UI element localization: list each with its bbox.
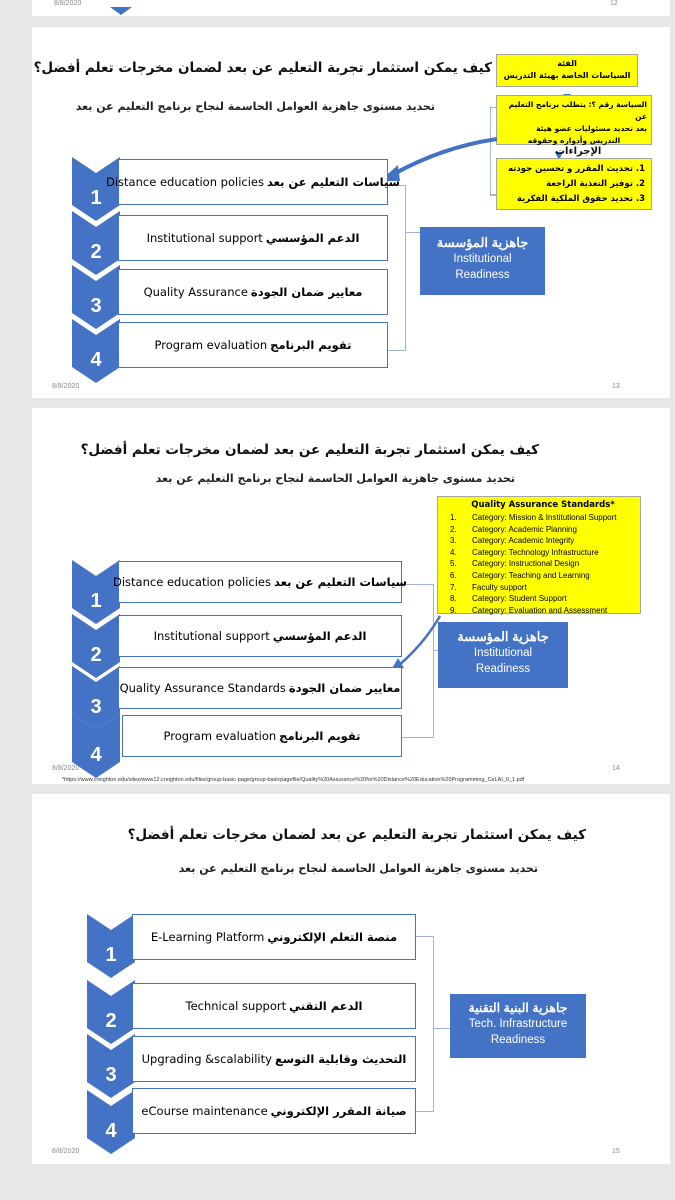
slide-number: 13 (612, 383, 620, 390)
factor-box (113, 561, 407, 603)
factor-ar: الدعم التقني (289, 999, 363, 1013)
slide-date: 8/8/2020 (54, 0, 82, 7)
factor-ar: صيانة المقرر الإلكتروني (270, 1104, 407, 1118)
qa-standards-box (437, 496, 641, 614)
slide-number: 12 (610, 0, 618, 7)
policy-line: السياسة رقم ؟: يتطلب برنامج التعليم عن (508, 100, 647, 121)
slide-date: 8/8/2020 (52, 765, 80, 772)
factor-box (132, 1036, 416, 1082)
factor-en: Institutional support (153, 629, 270, 643)
actions-callout (496, 158, 652, 210)
slide-title: كيف يمكن استثمار تجربة التعليم عن بعد لضمان مخرجات تعلم أفضل؟ (33, 60, 492, 76)
step-number: 1 (90, 187, 102, 209)
action-item: 3. تحديد حقوق الملكية الفكرية (516, 194, 645, 204)
slide-number: 15 (612, 1148, 620, 1155)
category-ar: جاهزية البنية التقنية (468, 1001, 568, 1015)
qa-standard-item: 9. Category: Evaluation and Assessment (450, 605, 608, 615)
bracket-stub (406, 232, 420, 233)
step-number: 1 (90, 590, 102, 612)
slide-subtitle: تحديد مستوى جاهزية العوامل الحاسمة لنجاح برنامج التعليم عن بعد (155, 472, 515, 485)
factor-en: Quality Assurance Standards (119, 681, 286, 695)
step-number: 2 (90, 644, 102, 666)
factor-ar: الدعم المؤسسي (265, 231, 360, 245)
factor-box (118, 322, 388, 368)
callout-actions-label: الإجراءات (555, 146, 602, 157)
factor-en: eCourse maintenance (141, 1104, 268, 1118)
factor-box (118, 667, 402, 709)
factor-en: Distance education policies (106, 175, 264, 189)
group-bracket (416, 936, 434, 1112)
factor-box (132, 983, 416, 1029)
slide-title: كيف يمكن استثمار تجربة التعليم عن بعد لضمان مخرجات تعلم أفضل؟ (127, 827, 586, 843)
category-en: Readiness (455, 269, 510, 281)
slide-number: 14 (612, 765, 620, 772)
step-chevron (72, 319, 120, 383)
step-number: 3 (105, 1064, 117, 1086)
slide-subtitle: تحديد مستوى جاهزية العوامل الحاسمة لنجاح برنامج التعليم عن بعد (178, 862, 538, 875)
factor-en: Quality Assurance (143, 285, 248, 299)
category-en: Institutional (453, 253, 512, 265)
step-chevron (87, 1090, 135, 1154)
category-box (450, 994, 586, 1058)
qa-box-title: Quality Assurance Standards* (471, 500, 615, 510)
category-en: Institutional (473, 647, 533, 659)
factor-en: Upgrading &scalability (141, 1052, 272, 1066)
qa-standard-item: 2. Category: Academic Planning (450, 524, 577, 534)
policy-line: التدريس وأدواره وحقوقه (527, 136, 621, 145)
factor-ar: تقويم البرنامج (270, 338, 352, 352)
factor-en: Technical support (185, 999, 287, 1013)
step-number: 4 (90, 744, 102, 766)
factor-ar: التحديث وقابلية التوسع (274, 1052, 407, 1066)
step-number: 3 (90, 295, 102, 317)
slide-date: 8/8/2020 (52, 383, 80, 390)
factor-box (118, 269, 388, 315)
factor-box (122, 715, 402, 757)
slide-date: 8/8/2020 (52, 1148, 80, 1155)
group-bracket (388, 185, 406, 351)
factor-ar: سياسات التعليم عن بعد (273, 575, 407, 589)
qa-standard-item: 8. Category: Student Support (450, 594, 567, 604)
step-number: 4 (105, 1120, 117, 1142)
factor-box (118, 215, 388, 261)
step-chevron (87, 1034, 135, 1098)
factor-ar: معايير ضمان الجودة (288, 681, 401, 695)
action-item: 1. تحديث المقرر و تحسين جودته (508, 164, 645, 174)
callout-category-label: الفئة (557, 59, 577, 68)
step-number: 2 (90, 241, 102, 263)
policy-line: بعد تحديد مسئوليات عضو هيئة (536, 124, 647, 133)
factor-en: Institutional support (146, 231, 263, 245)
factor-en: E-Learning Platform (150, 930, 265, 944)
policy-callout (496, 95, 652, 145)
qa-standard-item: 3. Category: Academic Integrity (450, 536, 575, 546)
factor-box (132, 1088, 416, 1134)
qa-standard-item: 4. Category: Technology Infrastructure (450, 547, 599, 557)
factor-box (118, 615, 402, 657)
step-chevron (87, 914, 135, 978)
category-ar: جاهزية المؤسسة (457, 629, 549, 644)
factor-en: Program evaluation (163, 729, 277, 743)
callout-category-value: السياسات الخاصة بهيئة التدريس (503, 71, 631, 80)
category-en: Tech. Infrastructure (468, 1018, 568, 1030)
factor-en: Program evaluation (154, 338, 268, 352)
step-number: 1 (105, 944, 117, 966)
qa-standard-item: 6. Category: Teaching and Learning (450, 570, 590, 580)
factor-box (106, 159, 400, 205)
slide-13 (32, 27, 670, 398)
category-box (420, 227, 545, 295)
factor-ar: الدعم المؤسسي (272, 629, 367, 643)
category-en: Readiness (475, 663, 531, 675)
category-box (438, 622, 568, 688)
category-ar: جاهزية المؤسسة (436, 235, 529, 250)
step-number: 3 (90, 696, 102, 718)
category-callout (496, 54, 638, 87)
factor-box (132, 914, 416, 960)
slide-15 (32, 794, 670, 1164)
slide-subtitle: تحديد مستوى جاهزية العوامل الحاسمة لنجاح برنامج التعليم عن بعد (75, 100, 435, 113)
factor-en: Distance education policies (113, 575, 271, 589)
slide-14 (32, 408, 670, 784)
slide-title: كيف يمكن استثمار تجربة التعليم عن بعد لضمان مخرجات تعلم أفضل؟ (80, 442, 539, 458)
footnote-source: *https://www.creighton.edu/sites/www12.creighton.edu/files/group-basic-page/group-basicpagefile/Quality%20Assurance%20for%20Distance%20Education%20Programming_CeLAI_0_1.pdf (62, 777, 525, 783)
factor-ar: سياسات التعليم عن بعد (266, 175, 400, 189)
qa-standard-item: 1. Category: Mission & Institutional Support (450, 513, 617, 522)
action-item: 2. توفير التغذية الراجعة (546, 179, 645, 189)
qa-standard-item: 7. Faculty support (450, 582, 527, 592)
factor-ar: تقويم البرنامج (279, 729, 361, 743)
step-number: 2 (105, 1010, 117, 1032)
slide-12-fragment (32, 0, 670, 16)
factor-ar: منصة التعلم الإلكتروني (267, 930, 398, 944)
qa-standard-item: 5. Category: Instructional Design (450, 559, 580, 569)
factor-ar: معايير ضمان الجودة (250, 285, 363, 299)
chevron-fragment (110, 0, 132, 16)
category-en: Readiness (490, 1034, 546, 1046)
step-number: 4 (90, 349, 102, 371)
